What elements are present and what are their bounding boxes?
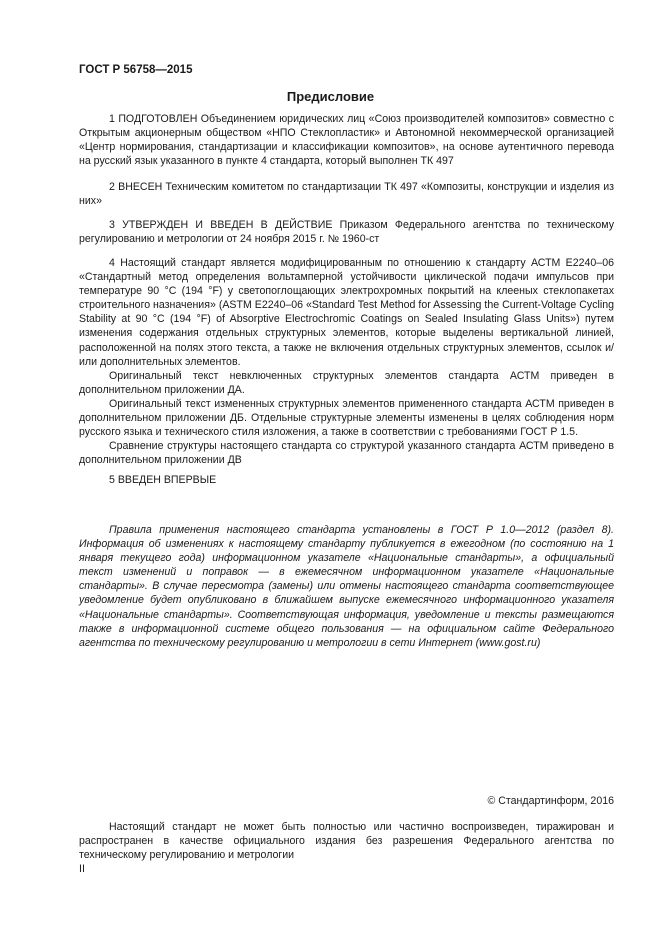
section-2 bbox=[79, 180, 614, 208]
section-2-text: 2 ВНЕСЕН Техническим комитетом по стандартизации ТК 497 «Композиты, конструкции и изделия из них» bbox=[79, 181, 614, 208]
page-title: Предисловие bbox=[286, 89, 375, 104]
section-4-paragraph-3: Оригинальный текст измененных структурных элементов примененного стандарта АСТМ приведен в дополнительном приложении ДБ. Отдельные структурные элементы изменены в целях соблюдения норм русского языка и технического стиля изложения, а также в соответствии с требованиями ГОСТ Р 1.5. bbox=[79, 397, 614, 439]
section-5-text: 5 ВВЕДЕН ВПЕРВЫЕ bbox=[109, 474, 217, 486]
page-number: II bbox=[79, 863, 85, 875]
section-3 bbox=[79, 218, 614, 246]
footer-notice-text: Настоящий стандарт не может быть полностью или частично воспроизведен, тиражирован и распространен в качестве официального издания без разрешения Федерального агентства по техническому регулированию и метрологии bbox=[79, 821, 614, 862]
section-3-text: 3 УТВЕРЖДЕН И ВВЕДЕН В ДЕЙСТВИЕ Приказом Федерального агентства по техническому регулированию и метрологии от 24 ноября 2015 г. № 1960-ст bbox=[79, 219, 614, 246]
section-5 bbox=[79, 473, 614, 487]
footer-notice bbox=[79, 820, 614, 862]
section-4-paragraph-4: Сравнение структуры настоящего стандарта со структурой указанного стандарта АСТМ приведено в дополнительном приложении ДВ bbox=[79, 440, 614, 467]
document-code: ГОСТ Р 56758—2015 bbox=[79, 64, 193, 76]
section-1-text: 1 ПОДГОТОВЛЕН Объединением юридических лиц «Союз производителей композитов» совместно с Открытым акционерным обществом «НПО Стеклопластик» и Автономной некоммерческой организацией «Центр нормирования, стандартизации и классификации композитов», на основе аутентичного перевода на русский язык указанного в пункте 4 стандарта, который выполнен ТК 497 bbox=[79, 113, 614, 168]
usage-notice bbox=[79, 523, 614, 650]
section-1 bbox=[79, 112, 614, 168]
section-4-paragraph-1: 4 Настоящий стандарт является модифицированным по отношению к стандарту АСТМ Е2240–06 «Стандартный метод определения вольтамперной устойчивости циклической подачи импульсов при температуре 90 °С (194 °F) у светопоглощающих электрохромных покрытий на клееных стеклопакетах строительного назначения» (ASTM E2240–06 «Standard Test Method for Assessing the Current-Voltage Cycling Stability at 90 °C (194 °F) of Absorptive Electrochromic Coatings on Sealed Insulating Glass Units») путем изменения содержания отдельных структурных элементов, которые выделены вертикальной линией, расположенной на полях этого текста, а также не включения отдельных структурных элементов, ссылок и/или дополнительных элементов. bbox=[79, 257, 614, 368]
section-4-paragraph-2: Оригинальный текст невключенных структурных элементов стандарта АСТМ приведен в дополнительном приложении ДА. bbox=[79, 369, 614, 396]
copyright: © Стандартинформ, 2016 bbox=[487, 795, 614, 807]
section-4 bbox=[79, 256, 614, 467]
usage-notice-text: Правила применения настоящего стандарта установлены в ГОСТ Р 1.0—2012 (раздел 8). Информация об изменениях к настоящему стандарту публикуется в ежегодном (по состоянию на 1 января текущего года) информационном указателе «Национальные стандарты», а официальный текст изменений и поправок — в ежемесячном информационном указателе «Национальные стандарты». В случае пересмотра (замены) или отмены настоящего стандарта соответствующее уведомление будет опубликовано в ближайшем выпуске ежемесячного информационного указателя «Национальные стандарты». Соответствующая информация, уведомление и тексты размещаются также в информационной системе общего пользования — на официальном сайте Федерального агентства по техническому регулированию и метрологии в сети Интернет (www.gost.ru) bbox=[79, 524, 614, 649]
